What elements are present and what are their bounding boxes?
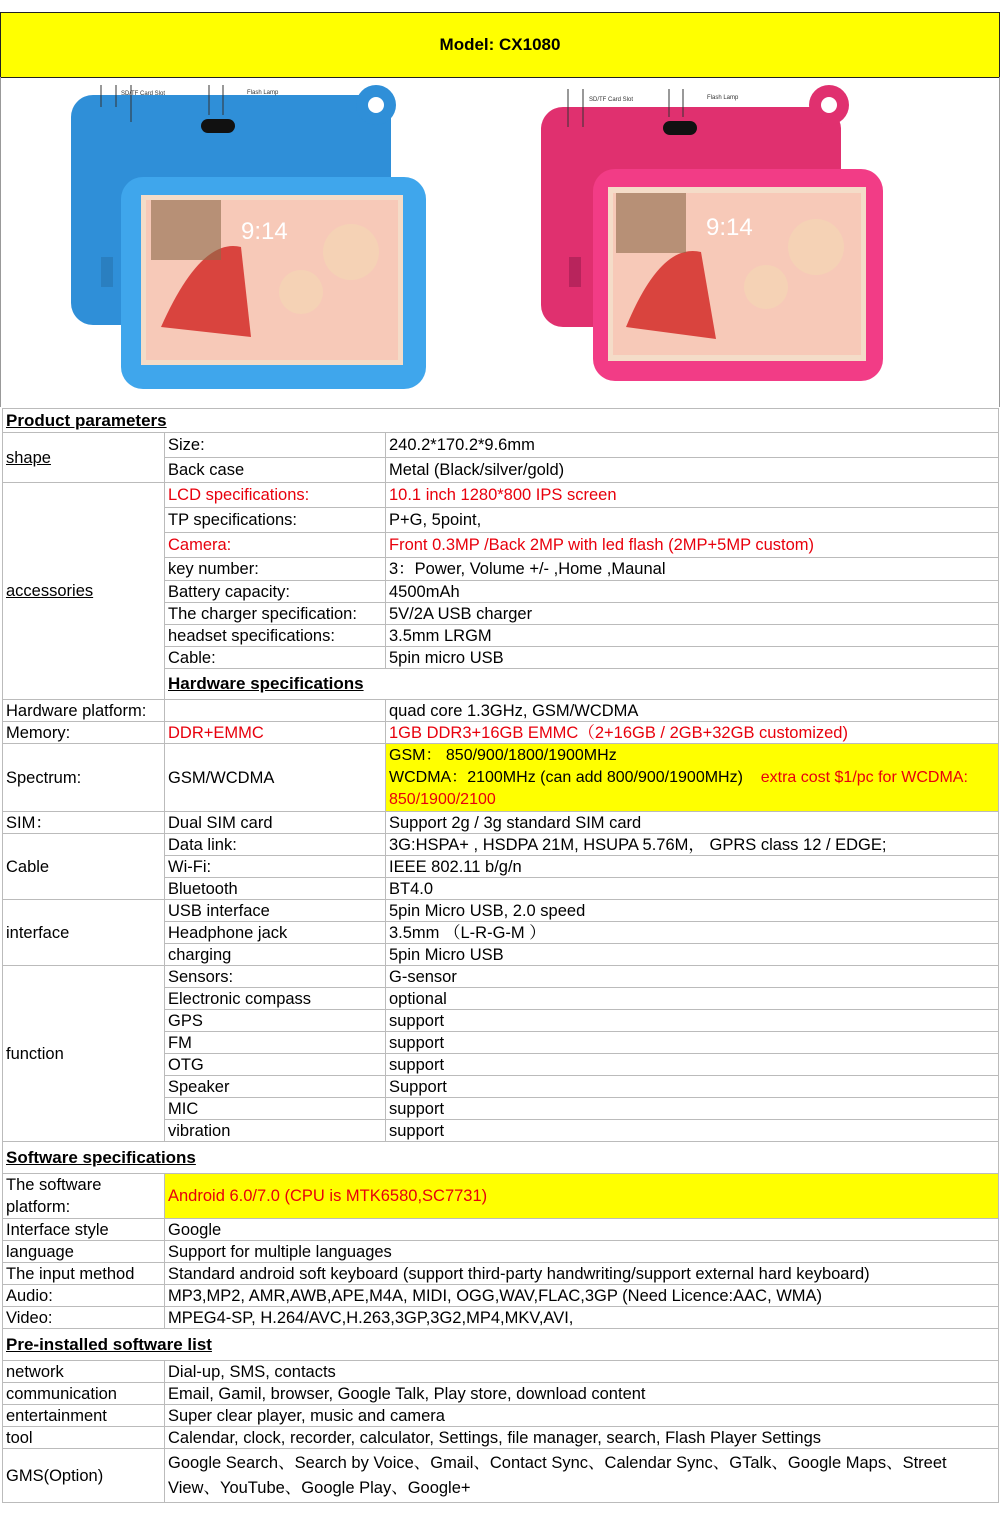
- function-value: support: [386, 1098, 999, 1120]
- spectrum-value: [386, 744, 999, 812]
- back-case-value: Metal (Black/silver/gold): [386, 458, 999, 483]
- bluetooth-value: BT4.0: [386, 878, 999, 900]
- function-name: vibration: [165, 1120, 386, 1142]
- tp-value: P+G, 5point,: [386, 508, 999, 533]
- function-value: optional: [386, 988, 999, 1010]
- tablet-illustration: [1, 77, 999, 407]
- jack-label: Headphone jack: [165, 922, 386, 944]
- blue-tablet: [71, 85, 426, 389]
- cable-group-label: Cable: [3, 834, 165, 900]
- memory-label: Memory:: [3, 722, 165, 744]
- gms-label: GMS(Option): [3, 1449, 165, 1503]
- datalink-value: 3G:HSPA+ , HSDPA 21M, HSUPA 5.76M， GPRS class 12 / EDGE;: [386, 834, 999, 856]
- network-value: Dial-up, SMS, contacts: [165, 1361, 999, 1383]
- sw-platform-value: Android 6.0/7.0 (CPU is MTK6580,SC7731): [165, 1174, 999, 1219]
- camera-value: Front 0.3MP /Back 2MP with led flash (2MP+5MP custom): [386, 533, 999, 558]
- charging-label: charging: [165, 944, 386, 966]
- tool-label: tool: [3, 1427, 165, 1449]
- function-name: OTG: [165, 1054, 386, 1076]
- blue-card-slot-label: SD/TF Card Slot: [121, 91, 166, 97]
- headset-value: 3.5mm LRGM: [386, 625, 999, 647]
- usb-value: 5pin Micro USB, 2.0 speed: [386, 900, 999, 922]
- hw-platform-value: quad core 1.3GHz, GSM/WCDMA: [386, 700, 999, 722]
- memory-value: 1GB DDR3+16GB EMMC（2+16GB / 2GB+32GB customized): [386, 722, 999, 744]
- shape-label: shape: [3, 433, 165, 483]
- spectrum-wcdma: WCDMA：2100MHz (can add 800/900/1900MHz): [389, 768, 743, 786]
- network-label: network: [3, 1361, 165, 1383]
- product-photo: [0, 77, 1000, 407]
- cable-value: 5pin micro USB: [386, 647, 999, 669]
- accessories-label: accessories: [3, 483, 165, 700]
- language-value: Support for multiple languages: [165, 1241, 999, 1263]
- spec-table: [2, 408, 999, 1503]
- function-name: GPS: [165, 1010, 386, 1032]
- model-title: [0, 12, 1000, 78]
- function-name: Sensors:: [165, 966, 386, 988]
- hw-platform-label: Hardware platform:: [3, 700, 165, 722]
- blue-flash-label: Flash Lamp: [247, 90, 279, 96]
- datalink-label: Data link:: [165, 834, 386, 856]
- jack-value: 3.5mm （L-R-G-M ）: [386, 922, 999, 944]
- communication-value: Email, Gamil, browser, Google Talk, Play store, download content: [165, 1383, 999, 1405]
- spectrum-type: GSM/WCDMA: [165, 744, 386, 812]
- pink-flash-label: Flash Lamp: [707, 95, 739, 101]
- entertainment-label: entertainment: [3, 1405, 165, 1427]
- cable-label: Cable:: [165, 647, 386, 669]
- section-hardware: Hardware specifications: [165, 669, 999, 700]
- video-value: MPEG4-SP, H.264/AVC,H.263,3GP,3G2,MP4,MKV,AVI,: [165, 1307, 999, 1329]
- battery-label: Battery capacity:: [165, 581, 386, 603]
- pink-tablet: [541, 85, 883, 381]
- sim-value: Support 2g / 3g standard SIM card: [386, 812, 999, 834]
- memory-type: DDR+EMMC: [165, 722, 386, 744]
- lcd-value: 10.1 inch 1280*800 IPS screen: [386, 483, 999, 508]
- back-case-label: Back case: [165, 458, 386, 483]
- usb-label: USB interface: [165, 900, 386, 922]
- audio-label: Audio:: [3, 1285, 165, 1307]
- lcd-label: LCD specifications:: [165, 483, 386, 508]
- function-value: support: [386, 1010, 999, 1032]
- spectrum-gsm: GSM： 850/900/1800/1900MHz: [389, 746, 617, 764]
- headset-label: headset specifications:: [165, 625, 386, 647]
- function-name: FM: [165, 1032, 386, 1054]
- input-value: Standard android soft keyboard (support third-party handwriting/support external hard keyboard): [165, 1263, 999, 1285]
- section-software: Software specifications: [3, 1142, 999, 1174]
- tp-label: TP specifications:: [165, 508, 386, 533]
- sw-platform-label: The software platform:: [3, 1174, 165, 1219]
- blue-clock: 9:14: [241, 218, 288, 245]
- camera-label: Camera:: [165, 533, 386, 558]
- gms-value: Google Search、Search by Voice、Gmail、Contact Sync、Calendar Sync、GTalk、Google Maps、Street View、YouTube、Google Play、Google+: [165, 1449, 999, 1503]
- style-value: Google: [165, 1219, 999, 1241]
- pink-clock: 9:14: [706, 214, 753, 241]
- model-title-text: Model: CX1080: [439, 35, 561, 54]
- audio-value: MP3,MP2, AMR,AWB,APE,M4A, MIDI, OGG,WAV,FLAC,3GP (Need Licence:AAC, WMA): [165, 1285, 999, 1307]
- battery-value: 4500mAh: [386, 581, 999, 603]
- charging-value: 5pin Micro USB: [386, 944, 999, 966]
- wifi-value: IEEE 802.11 b/g/n: [386, 856, 999, 878]
- tool-value: Calendar, clock, recorder, calculator, Settings, file manager, search, Flash Player Settings: [165, 1427, 999, 1449]
- section-preinstalled: Pre-installed software list: [3, 1329, 999, 1361]
- charger-value: 5V/2A USB charger: [386, 603, 999, 625]
- sim-label: SIM：: [3, 812, 165, 834]
- size-value: 240.2*170.2*9.6mm: [386, 433, 999, 458]
- input-label: The input method: [3, 1263, 165, 1285]
- communication-label: communication: [3, 1383, 165, 1405]
- video-label: Video:: [3, 1307, 165, 1329]
- interface-label: interface: [3, 900, 165, 966]
- function-name: MIC: [165, 1098, 386, 1120]
- language-label: language: [3, 1241, 165, 1263]
- size-label: Size:: [165, 433, 386, 458]
- function-label: function: [3, 966, 165, 1142]
- pink-card-slot-label: SD/TF Card Slot: [589, 97, 634, 103]
- key-label: key number:: [165, 558, 386, 581]
- hw-platform-empty: [165, 700, 386, 722]
- style-label: Interface style: [3, 1219, 165, 1241]
- function-value: support: [386, 1054, 999, 1076]
- spectrum-label: Spectrum:: [3, 744, 165, 812]
- wifi-label: Wi-Fi:: [165, 856, 386, 878]
- section-product: Product parameters: [3, 409, 999, 433]
- function-value: G-sensor: [386, 966, 999, 988]
- function-value: Support: [386, 1076, 999, 1098]
- bluetooth-label: Bluetooth: [165, 878, 386, 900]
- charger-label: The charger specification:: [165, 603, 386, 625]
- entertainment-value: Super clear player, music and camera: [165, 1405, 999, 1427]
- spectrum-wcdma-line: [389, 767, 995, 811]
- function-value: support: [386, 1120, 999, 1142]
- sim-type: Dual SIM card: [165, 812, 386, 834]
- function-name: Speaker: [165, 1076, 386, 1098]
- function-value: support: [386, 1032, 999, 1054]
- function-name: Electronic compass: [165, 988, 386, 1010]
- key-value: 3：Power, Volume +/- ,Home ,Maunal: [386, 558, 999, 581]
- spectrum-extra: extra cost $1/pc for WCDMA: 850/1900/2100: [389, 768, 968, 808]
